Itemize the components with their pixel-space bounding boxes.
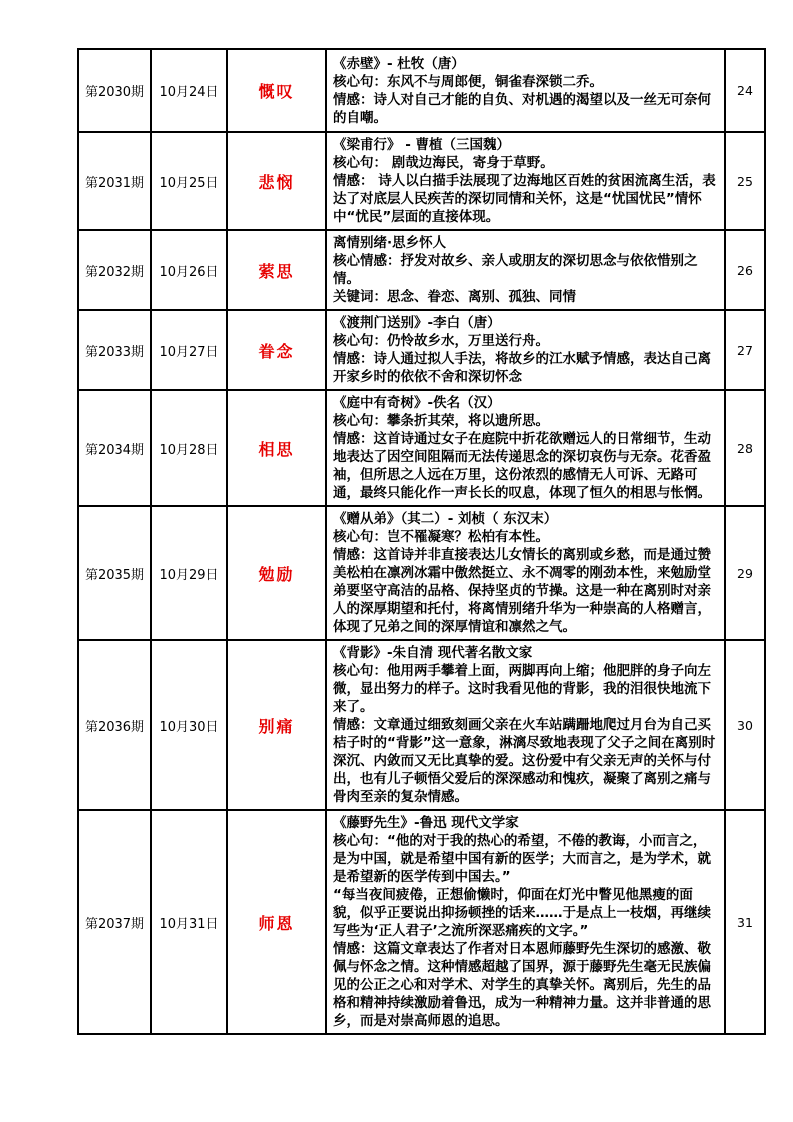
issue-cell: 第2034期 (78, 390, 151, 506)
table-row (78, 506, 765, 640)
content-line: 情感：这篇文章表达了作者对日本恩师藤野先生深切的感激、敬佩与怀念之情。这种情感超越了国界，源于藤野先生毫无民族偏见的公正之心和对学术、对学生的真挚关怀。离别后，先生的品格和精神持续激励着鲁迅，成为一种精神力量。这并非普通的思乡，而是对崇高师恩的追思。 (333, 941, 711, 1029)
content-line: 《梁甫行》 - 曹植（三国魏） (333, 137, 511, 153)
content-cell (326, 810, 725, 1034)
content-line: 关键词：思念、眷恋、离别、孤独、同情 (333, 289, 576, 305)
table-row (78, 49, 765, 132)
content-line: 情感：这首诗并非直接表达儿女情长的离别或乡愁，而是通过赞美松柏在凛冽冰霜中傲然挺立、永不凋零的刚劲本性，来勉励堂弟要坚守高洁的品格、保持坚贞的节操。这是一种在离别时对亲人的深厚期望和托付，将离情别绪升华为一种崇高的人格赠言，体现了兄弟之间的深厚情谊和凛然之气。 (333, 547, 711, 635)
content-line: 《藤野先生》-鲁迅 现代文学家 (333, 815, 519, 831)
content-line: 情感：诗人对自己才能的自负、对机遇的渴望以及一丝无可奈何的自嘲。 (333, 91, 711, 126)
theme-cell: 相思 (227, 390, 326, 506)
content-line: 情感：诗人通过拟人手法，将故乡的江水赋予情感，表达自己离开家乡时的依依不舍和深切怀念 (333, 351, 711, 385)
date-cell: 10月25日 (151, 132, 227, 230)
theme-cell: 眷念 (227, 310, 326, 390)
table-row (78, 132, 765, 230)
content-line: “每当夜间疲倦，正想偷懒时，仰面在灯光中瞥见他黑瘦的面貌，似乎正要说出抑扬顿挫的话来……于是点上一枝烟，再继续写些为‘正人君子’之流所深恶痛疾的文字。” (333, 887, 711, 939)
content-line: 《赠从弟》（其二）- 刘桢（ 东汉末） (333, 511, 558, 527)
content-line: 情感： 诗人以白描手法展现了边海地区百姓的贫困流离生活，表达了对底层人民疾苦的深切同情和关怀，这是“忧国忧民”情怀中“忧民”层面的直接体现。 (333, 173, 716, 225)
theme-cell: 别痛 (227, 640, 326, 810)
page-number-cell: 31 (725, 810, 765, 1034)
table-row (78, 390, 765, 506)
date-cell: 10月29日 (151, 506, 227, 640)
content-line: 核心句：“他的对于我的热心的希望，不倦的教诲，小而言之，是为中国，就是希望中国有新的医学；大而言之，是为学术，就是希望新的医学传到中国去。” (333, 833, 711, 885)
date-cell: 10月24日 (151, 49, 227, 132)
issue-cell: 第2030期 (78, 49, 151, 132)
content-cell (326, 506, 725, 640)
content-line: 核心句：攀条折其荣，将以遗所思。 (333, 413, 549, 429)
content-line: 核心句：岂不罹凝寒？松柏有本性。 (333, 529, 549, 545)
content-cell (326, 49, 725, 132)
page-number-cell: 28 (725, 390, 765, 506)
page-number-cell: 29 (725, 506, 765, 640)
date-cell: 10月28日 (151, 390, 227, 506)
content-line: 情感：文章通过细致刻画父亲在火车站蹒跚地爬过月台为自己买桔子时的“背影”这一意象，淋漓尽致地表现了父子之间在离别时深沉、内敛而又无比真挚的爱。这份爱中有父亲无声的关怀与付出，也有儿子顿悟父爱后的深深感动和愧疚，凝聚了离别之痛与骨肉至亲的复杂情感。 (333, 717, 716, 805)
page-number-cell: 24 (725, 49, 765, 132)
content-line: 《渡荆门送别》-李白（唐） (333, 315, 501, 331)
theme-cell: 悲悯 (227, 132, 326, 230)
page-number-cell: 30 (725, 640, 765, 810)
theme-cell: 师恩 (227, 810, 326, 1034)
theme-cell: 慨叹 (227, 49, 326, 132)
table-row (78, 310, 765, 390)
table-row (78, 640, 765, 810)
date-cell: 10月26日 (151, 230, 227, 310)
content-line: 核心句： 剧哉边海民，寄身于草野。 (333, 155, 554, 171)
schedule-table (77, 48, 766, 1035)
date-cell: 10月30日 (151, 640, 227, 810)
issue-cell: 第2033期 (78, 310, 151, 390)
content-line: 《庭中有奇树》-佚名（汉） (333, 395, 501, 411)
issue-cell: 第2036期 (78, 640, 151, 810)
issue-cell: 第2035期 (78, 506, 151, 640)
content-line: 核心情感：抒发对故乡、亲人或朋友的深切思念与依依惜别之情。 (333, 253, 698, 287)
page-number-cell: 27 (725, 310, 765, 390)
date-cell: 10月27日 (151, 310, 227, 390)
table-body (78, 49, 765, 1034)
issue-cell: 第2037期 (78, 810, 151, 1034)
issue-cell: 第2032期 (78, 230, 151, 310)
content-cell (326, 132, 725, 230)
content-line: 离情别绪·思乡怀人 (333, 235, 447, 251)
issue-cell: 第2031期 (78, 132, 151, 230)
table-row (78, 230, 765, 310)
content-line: 核心句：仍怜故乡水，万里送行舟。 (333, 333, 549, 349)
page-number-cell: 25 (725, 132, 765, 230)
content-line: 核心句：东风不与周郎便，铜雀春深锁二乔。 (333, 73, 603, 90)
content-line: 情感：这首诗通过女子在庭院中折花欲赠远人的日常细节，生动地表达了因空间阻隔而无法传递思念的深切哀伤与无奈。花香盈袖，但所思之人远在万里，这份浓烈的感情无人可诉、无路可通，最终只能化作一声长长的叹息，体现了恒久的相思与怅惘。 (333, 431, 711, 501)
theme-cell: 萦思 (227, 230, 326, 310)
content-cell (326, 230, 725, 310)
content-cell (326, 310, 725, 390)
content-line: 《背影》-朱自清 现代著名散文家 (333, 645, 533, 661)
content-cell (326, 390, 725, 506)
page-number-cell: 26 (725, 230, 765, 310)
theme-cell: 勉励 (227, 506, 326, 640)
content-line: 《赤壁》- 杜牧（唐） (333, 55, 465, 72)
content-line: 核心句：他用两手攀着上面，两脚再向上缩；他肥胖的身子向左微，显出努力的样子。这时我看见他的背影，我的泪很快地流下来了。 (333, 663, 711, 715)
date-cell: 10月31日 (151, 810, 227, 1034)
table-row (78, 810, 765, 1034)
content-cell (326, 640, 725, 810)
